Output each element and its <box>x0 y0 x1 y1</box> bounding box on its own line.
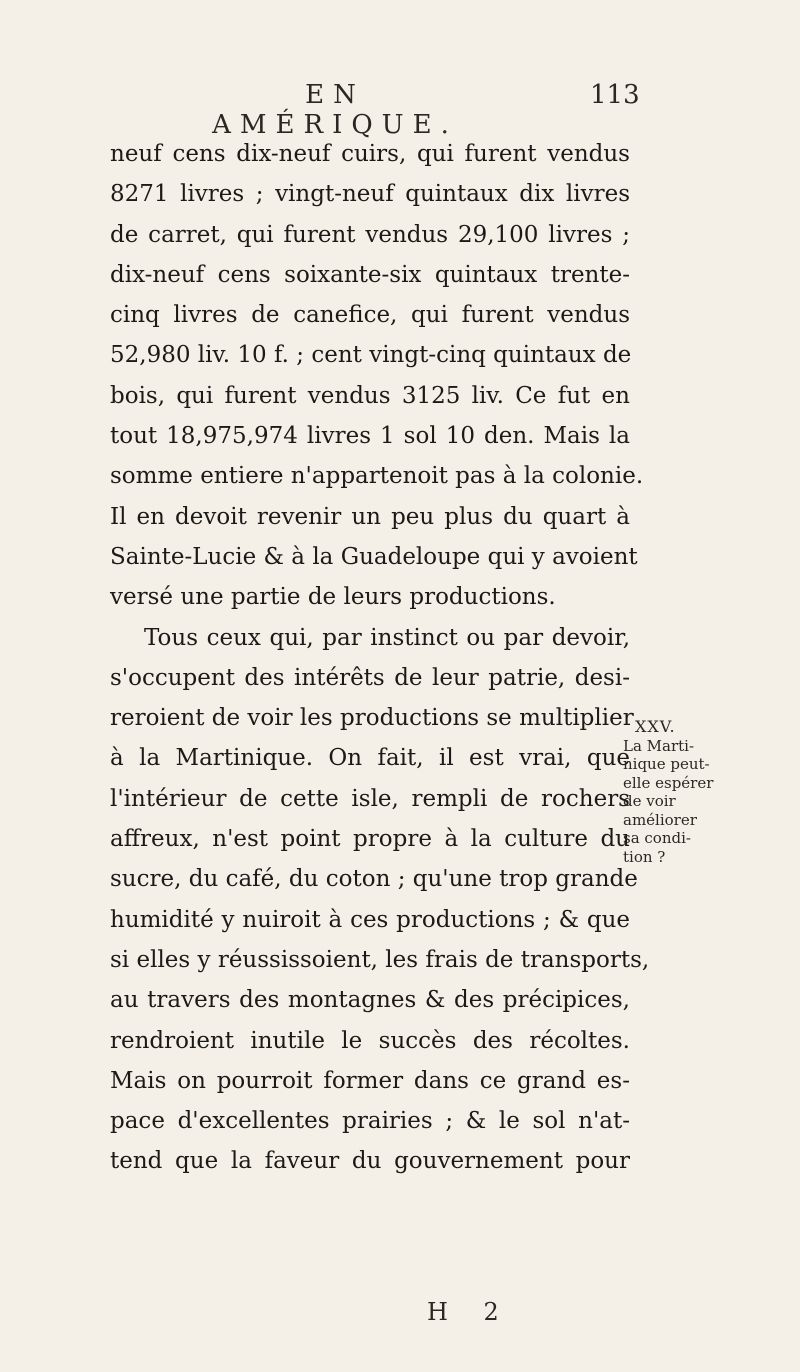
text-line: au travers des montagnes & des précipices, <box>110 987 630 1014</box>
text-line: pace d'excellentes prairies ; & le sol n'at- <box>110 1108 630 1135</box>
margin-note-line: tion ? <box>623 847 666 866</box>
margin-note-line: La Marti- <box>623 736 695 755</box>
text-line: Tous ceux qui, par instinct ou par devoir, <box>144 624 630 651</box>
margin-note-line: de voir <box>623 792 676 810</box>
page-header <box>0 80 800 140</box>
text-line: l'intérieur de cette isle, rempli de rochers <box>110 785 630 812</box>
text-line: Mais on pourroit former dans ce grand es- <box>110 1067 630 1094</box>
text-line: affreux, n'est point propre à la culture du <box>110 826 630 853</box>
text-line: à la Martinique. On fait, il est vrai, que <box>110 745 630 772</box>
margin-note-line: elle espérer <box>623 773 714 792</box>
text-line: tend que la faveur du gouvernement pour <box>110 1148 630 1175</box>
text-line: cinq livres de canefice, qui furent vendus <box>110 302 630 329</box>
margin-note-line: améliorer <box>623 810 697 829</box>
text-line: de carret, qui furent vendus 29,100 livres ; <box>110 221 630 248</box>
signature-mark: H 2 <box>427 1298 513 1326</box>
text-line: humidité y nuiroit à ces productions ; & que <box>110 906 630 933</box>
margin-note-number: XXV. <box>635 717 676 736</box>
text-line: tout 18,975,974 livres 1 sol 10 den. Mais la <box>110 423 630 450</box>
text-line: 52,980 liv. 10 f. ; cent vingt-cinq quintaux de <box>110 342 632 369</box>
margin-note <box>623 718 713 866</box>
running-title: EN AMÉRIQUE. <box>212 80 458 140</box>
text-line: si elles y réussissoient, les frais de transports, <box>110 946 650 973</box>
text-line: somme entiere n'appartenoit pas à la colonie. <box>110 463 644 490</box>
text-line: rendroient inutile le succès des récoltes. <box>110 1027 630 1054</box>
text-line: dix-neuf cens soixante-six quintaux trente- <box>110 261 630 288</box>
text-line: Sainte-Lucie & à la Guadeloupe qui y avoient <box>110 543 638 570</box>
text-line: neuf cens dix-neuf cuirs, qui furent vendus <box>110 141 630 167</box>
text-line: versé une partie de leurs productions. <box>110 584 556 611</box>
margin-note-line: nique peut- <box>623 755 710 773</box>
page-number: 113 <box>590 80 640 110</box>
text-line: Il en devoit revenir un peu plus du quart à <box>110 503 630 530</box>
text-line: sucre, du café, du coton ; qu'une trop grande <box>110 866 638 893</box>
body-text <box>110 134 650 1182</box>
text-line: reroient de voir les productions se multiplier <box>110 705 634 732</box>
text-line: 8271 livres ; vingt-neuf quintaux dix livres <box>110 181 630 208</box>
text-line: s'occupent des intérêts de leur patrie, desi- <box>110 664 630 691</box>
margin-note-line: sa condi- <box>623 829 691 847</box>
text-line: bois, qui furent vendus 3125 liv. Ce fut en <box>110 382 630 409</box>
